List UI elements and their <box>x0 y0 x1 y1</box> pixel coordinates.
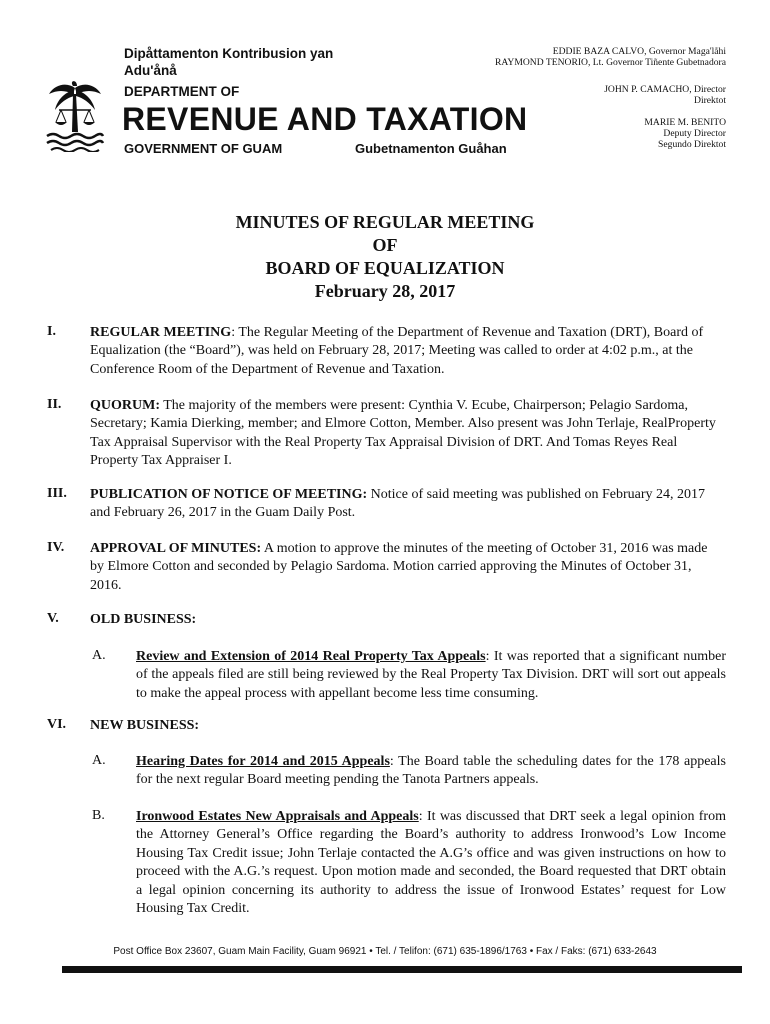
title-date: February 28, 2017 <box>314 281 456 301</box>
section-6b-heading: Ironwood Estates New Appraisals and Appeals <box>136 809 419 824</box>
official-director: JOHN P. CAMACHO, Director <box>604 84 726 95</box>
section-4-body <box>90 540 720 595</box>
section-2-text: The majority of the members were present: Cynthia V. Ecube, Chairperson; Pelagio Sardoma, Secretary; Kamia Dierking, member; and Elmore Cotton, Member. Also present was John Terlaje, RealProperty Tax Appraisal Supervisor with the Real Property Tax Appraisal Division of DRT. And Tomas Reyes Real Property Tax Appraiser I. <box>90 398 716 469</box>
official-governor: EDDIE BAZA CALVO, Governor Maga'låhi <box>552 46 726 57</box>
section-1-heading: REGULAR MEETING <box>90 325 232 340</box>
official-director-title: Direktot <box>694 95 726 106</box>
section-6b-body <box>136 808 726 918</box>
department-local-name: Dipåttamenton Kontribusion yan Adu'ånå <box>124 46 334 78</box>
section-1-body <box>90 324 720 379</box>
title-line-2: OF <box>372 235 398 255</box>
title-line-3: BOARD OF EQUALIZATION <box>265 258 505 278</box>
department-main-name: REVENUE AND TAXATION <box>122 101 528 137</box>
section-2-number: II. <box>47 397 62 412</box>
section-6b-text: : It was discussed that DRT seek a legal opinion from the Attorney General’s Office regarding the Board’s authority to address Ironwood’s Low Income Housing Tax Credit issue; John Terlaje contacted the A.G’s office and was given instructions on how to proceed with the A.G.’s request. Upon motion made and seconded, the Board requested that DRT obtain a legal opinion concerning its authority to address the issue of Ironwood Estates’ request for Low Housing Tax Credit. <box>136 809 726 917</box>
section-6a-text: : The Board table the scheduling dates for the 178 appeals for the next regular Board meeting pending the Tanota Partners appeals. <box>136 754 726 788</box>
section-4-number: IV. <box>47 540 65 555</box>
official-deputy-title-local: Segundo Direktot <box>658 139 726 150</box>
section-6a-letter: A. <box>92 753 106 768</box>
document-title <box>0 211 770 303</box>
section-4-text: A motion to approve the minutes of the meeting of October 31, 2016 was made by Elmore Cotton and seconded by Pelagio Sardoma. Motion carried approving the Minutes of October 31, 2016. <box>90 541 708 593</box>
section-5a-text: : It was reported that a significant number of the appeals filed are still being reviewed by the Real Property Tax Division. DRT will sort out appeals to make the appeal process with appellant become less time consuming. <box>136 649 726 701</box>
section-1-text: : The Regular Meeting of the Department of Revenue and Taxation (DRT), Board of Equalization (the “Board”), was held on February 28, 2017; Meeting was called to order at 4:02 p.m., at the Conference Room of the Department of Revenue and Taxation. <box>90 325 704 377</box>
government-english: GOVERNMENT OF GUAM <box>124 141 283 156</box>
section-5a-heading: Review and Extension of 2014 Real Property Tax Appeals <box>136 649 486 664</box>
section-3-body <box>90 486 720 523</box>
section-5-heading: OLD BUSINESS: <box>90 612 197 627</box>
section-3-text: Notice of said meeting was published on February 24, 2017 and February 26, 2017 in the Guam Daily Post. <box>90 487 706 521</box>
government-chamorro: Gubetnamenton Guåhan <box>355 141 507 156</box>
section-5-body <box>90 611 720 629</box>
officials-governors <box>495 46 726 68</box>
section-5a-letter: A. <box>92 648 106 663</box>
section-5-number: V. <box>47 611 59 626</box>
official-lt-governor: RAYMOND TENORIO, Lt. Governor Tiñente Gubetnadora <box>494 57 726 68</box>
section-1-number: I. <box>47 324 56 339</box>
section-2-body <box>90 397 720 471</box>
guam-seal-logo <box>45 80 105 152</box>
section-6b-letter: B. <box>92 808 105 823</box>
officials-director <box>604 84 726 106</box>
footer-rule <box>62 966 742 973</box>
title-line-1: MINUTES OF REGULAR MEETING <box>235 212 535 232</box>
section-6-body <box>90 717 720 735</box>
section-6-heading: NEW BUSINESS: <box>90 718 200 733</box>
department-of-label: DEPARTMENT OF <box>124 84 240 99</box>
section-2-heading: QUORUM: <box>90 398 160 413</box>
section-6a-heading: Hearing Dates for 2014 and 2015 Appeals <box>136 754 390 769</box>
section-3-number: III. <box>47 486 67 501</box>
section-4-heading: APPROVAL OF MINUTES: <box>90 541 262 556</box>
section-5a-body <box>136 648 726 703</box>
official-deputy-title: Deputy Director <box>663 128 726 139</box>
footer-contact: Post Office Box 23607, Guam Main Facility, Guam 96921 • Tel. / Telifon: (671) 635-1896/1763 • Fax / Faks: (671) 633-2643 <box>113 946 657 957</box>
section-6-number: VI. <box>47 717 67 732</box>
section-6a-body <box>136 753 726 790</box>
section-3-heading: PUBLICATION OF NOTICE OF MEETING: <box>90 487 368 502</box>
official-deputy: MARIE M. BENITO <box>644 117 726 128</box>
officials-deputy <box>644 117 726 150</box>
